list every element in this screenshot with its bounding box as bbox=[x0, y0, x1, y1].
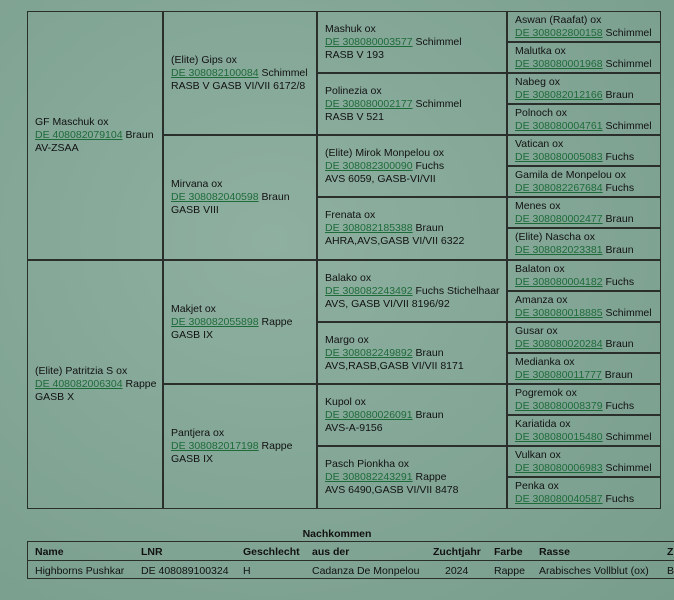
horse-color: Braun bbox=[605, 337, 634, 350]
horse-name: Malutka ox bbox=[515, 44, 566, 57]
horse-name: Kupol ox bbox=[325, 395, 366, 408]
horse-registry: AVS 6059, GASB-VI/VII bbox=[325, 172, 436, 185]
col-header-name: Name bbox=[35, 546, 64, 558]
lnr-link[interactable]: DE 308082185388 bbox=[325, 222, 413, 234]
cell-lnr: DE 408089100324 bbox=[141, 565, 229, 577]
horse-name: Vulkan ox bbox=[515, 448, 561, 461]
horse-name: Nabeg ox bbox=[515, 75, 560, 88]
lnr-link[interactable]: DE 308082040598 bbox=[171, 191, 259, 203]
pedigree-cell bbox=[507, 197, 661, 228]
lnr-link[interactable]: DE 408082006304 bbox=[35, 378, 123, 390]
horse-name: (Elite) Gips ox bbox=[171, 53, 237, 66]
horse-name: (Elite) Patritzia S ox bbox=[35, 365, 128, 377]
pedigree-cell bbox=[317, 260, 507, 322]
pedigree-cell bbox=[317, 135, 507, 197]
lnr-link[interactable]: DE 308082100084 bbox=[171, 66, 259, 79]
pedigree-cell bbox=[507, 415, 661, 446]
horse-name: Polinezia ox bbox=[325, 84, 382, 97]
horse-color: Fuchs bbox=[605, 399, 635, 412]
pedigree-cell bbox=[507, 353, 661, 384]
horse-name: Aswan (Raafat) ox bbox=[515, 13, 602, 26]
horse-name: Gamila de Monpelou ox bbox=[515, 168, 626, 181]
pedigree-cell bbox=[163, 384, 317, 509]
pedigree-cell bbox=[507, 322, 661, 353]
col-header-geschlecht: Geschlecht bbox=[243, 546, 300, 558]
horse-name: (Elite) Mirok Monpelou ox bbox=[325, 146, 445, 159]
pedigree-cell bbox=[507, 446, 661, 477]
pedigree-cell bbox=[507, 260, 661, 291]
lnr-link[interactable]: DE 308080002477 bbox=[515, 212, 603, 225]
lnr-link[interactable]: DE 308080040587 bbox=[515, 493, 603, 505]
horse-color: Braun bbox=[605, 212, 634, 225]
table-divider bbox=[28, 560, 674, 561]
pedigree-cell bbox=[507, 384, 661, 415]
lnr-link[interactable]: DE 308080004182 bbox=[515, 275, 603, 288]
pedigree-cell bbox=[507, 104, 661, 135]
pedigree-cell bbox=[507, 42, 661, 73]
horse-registry: RASB V 521 bbox=[325, 110, 384, 123]
horse-name: Menes ox bbox=[515, 199, 561, 212]
lnr-link[interactable]: DE 308082243291 bbox=[325, 471, 413, 483]
horse-color: Braun bbox=[605, 244, 634, 256]
horse-color: Fuchs Stichelhaar bbox=[415, 284, 500, 297]
lnr-link[interactable]: DE 308082267684 bbox=[515, 181, 603, 194]
horse-color: Braun bbox=[415, 222, 444, 234]
cell-truncated: B bbox=[667, 565, 674, 577]
horse-name: Penka ox bbox=[515, 480, 559, 492]
lnr-link[interactable]: DE 308080008379 bbox=[515, 399, 603, 412]
horse-color: Schimmel bbox=[605, 119, 652, 132]
horse-registry: AVS-A-9156 bbox=[325, 421, 383, 434]
lnr-link[interactable]: DE 308080020284 bbox=[515, 337, 603, 350]
col-header-zuchtjahr: Zuchtjahr bbox=[433, 546, 481, 558]
col-header-lnr: LNR bbox=[141, 546, 163, 558]
cell-rasse: Arabisches Vollblut (ox) bbox=[539, 565, 649, 577]
horse-color: Braun bbox=[415, 346, 444, 359]
horse-name: Margo ox bbox=[325, 333, 369, 346]
horse-registry: AVS 6490,GASB VI/VII 8478 bbox=[325, 484, 459, 496]
lnr-link[interactable]: DE 308080001968 bbox=[515, 57, 603, 70]
col-header-aus-der: aus der bbox=[312, 546, 350, 558]
horse-name: Pogremok ox bbox=[515, 386, 577, 399]
nachkommen-table bbox=[27, 541, 674, 579]
lnr-link[interactable]: DE 408082079104 bbox=[35, 129, 123, 141]
cell-geschlecht: H bbox=[243, 565, 251, 577]
pedigree-cell bbox=[507, 477, 661, 509]
horse-name: Pasch Pionkha ox bbox=[325, 458, 410, 470]
horse-name: Makjet ox bbox=[171, 302, 216, 315]
horse-color: Braun bbox=[415, 408, 444, 421]
horse-name: Mirvana ox bbox=[171, 178, 223, 190]
pedigree-cell bbox=[317, 197, 507, 260]
pedigree-cell bbox=[507, 135, 661, 166]
horse-name: Frenata ox bbox=[325, 209, 376, 221]
horse-color: Fuchs bbox=[415, 159, 445, 172]
horse-registry: RASB V 193 bbox=[325, 48, 384, 61]
horse-color: Fuchs bbox=[605, 493, 635, 505]
horse-color: Rappe bbox=[415, 471, 447, 483]
pedigree-cell bbox=[507, 11, 661, 42]
horse-color: Schimmel bbox=[415, 97, 462, 110]
horse-name: (Elite) Nascha ox bbox=[515, 231, 595, 243]
col-header-farbe: Farbe bbox=[494, 546, 523, 558]
pedigree-cell bbox=[507, 228, 661, 260]
pedigree-cell bbox=[507, 166, 661, 197]
horse-color: Schimmel bbox=[605, 57, 652, 70]
horse-color: Fuchs bbox=[605, 181, 635, 194]
cell-name[interactable]: Highborns Pushkar bbox=[35, 565, 125, 577]
horse-name: Balako ox bbox=[325, 271, 372, 284]
horse-color: Schimmel bbox=[261, 66, 308, 79]
horse-color: Schimmel bbox=[415, 35, 462, 48]
pedigree-cell bbox=[27, 260, 163, 509]
pedigree-cell bbox=[317, 446, 507, 509]
horse-color: Rappe bbox=[261, 315, 293, 328]
horse-name: Balaton ox bbox=[515, 262, 565, 275]
horse-color: Schimmel bbox=[605, 430, 652, 443]
horse-color: Schimmel bbox=[605, 306, 652, 319]
pedigree-cell bbox=[163, 11, 317, 135]
lnr-link[interactable]: DE 308082012166 bbox=[515, 88, 603, 101]
horse-color: Braun bbox=[125, 129, 154, 141]
horse-registry: AVS, GASB VI/VII 8196/92 bbox=[325, 297, 450, 310]
pedigree-cell bbox=[317, 73, 507, 135]
horse-color: Schimmel bbox=[605, 26, 652, 39]
horse-registry: AVS,RASB,GASB VI/VII 8171 bbox=[325, 359, 464, 372]
pedigree-cell bbox=[163, 260, 317, 384]
col-header-truncated: Z bbox=[667, 546, 674, 558]
lnr-link[interactable]: DE 308082300090 bbox=[325, 159, 413, 172]
cell-farbe: Rappe bbox=[494, 565, 525, 577]
horse-color: Fuchs bbox=[605, 150, 635, 163]
horse-color: Braun bbox=[604, 368, 633, 381]
horse-registry: RASB V GASB VI/VII 6172/8 bbox=[171, 79, 306, 92]
horse-name: Kariatida ox bbox=[515, 417, 571, 430]
pedigree-cell bbox=[507, 73, 661, 104]
horse-registry: GASB IX bbox=[171, 328, 214, 341]
lnr-link[interactable]: DE 308080015480 bbox=[515, 430, 603, 443]
horse-color: Rappe bbox=[125, 378, 157, 390]
horse-registry: AHRA,AVS,GASB VI/VII 6322 bbox=[325, 235, 465, 247]
cell-zuchtjahr: 2024 bbox=[445, 565, 469, 577]
pedigree-table bbox=[27, 11, 661, 509]
lnr-link[interactable]: DE 308080011777 bbox=[515, 368, 602, 381]
horse-color: Schimmel bbox=[605, 461, 652, 474]
horse-registry: GASB IX bbox=[171, 453, 214, 465]
pedigree-cell bbox=[317, 11, 507, 73]
horse-registry: GASB X bbox=[35, 391, 75, 403]
horse-registry: GASB VIII bbox=[171, 204, 219, 216]
pedigree-cell bbox=[317, 384, 507, 446]
col-header-rasse: Rasse bbox=[539, 546, 570, 558]
lnr-link[interactable]: DE 308082023381 bbox=[515, 244, 603, 256]
pedigree-cell bbox=[507, 291, 661, 322]
horse-name: Medianka ox bbox=[515, 355, 575, 368]
lnr-link[interactable]: DE 308080002177 bbox=[325, 97, 413, 110]
lnr-link[interactable]: DE 308080006983 bbox=[515, 461, 603, 474]
horse-color: Braun bbox=[605, 88, 634, 101]
lnr-link[interactable]: DE 308082055898 bbox=[171, 315, 259, 328]
horse-name: Gusar ox bbox=[515, 324, 558, 337]
lnr-link[interactable]: DE 308080026091 bbox=[325, 408, 413, 421]
nachkommen-title: Nachkommen bbox=[302, 528, 372, 540]
pedigree-cell bbox=[317, 322, 507, 384]
horse-registry: AV-ZSAA bbox=[35, 142, 79, 154]
horse-name: Amanza ox bbox=[515, 293, 568, 306]
horse-name: Mashuk ox bbox=[325, 22, 376, 35]
pedigree-cell bbox=[163, 135, 317, 260]
lnr-link[interactable]: DE 308082243492 bbox=[325, 284, 413, 297]
horse-name: Polnoch ox bbox=[515, 106, 567, 119]
horse-name: Pantjera ox bbox=[171, 427, 225, 439]
horse-name: GF Maschuk ox bbox=[35, 116, 109, 128]
horse-name: Vatican ox bbox=[515, 137, 564, 150]
lnr-link[interactable]: DE 308082800158 bbox=[515, 26, 603, 39]
lnr-link[interactable]: DE 308082249892 bbox=[325, 346, 413, 359]
lnr-link[interactable]: DE 308080003577 bbox=[325, 35, 413, 48]
horse-color: Rappe bbox=[261, 440, 293, 452]
lnr-link[interactable]: DE 308080004761 bbox=[515, 119, 603, 132]
lnr-link[interactable]: DE 308082017198 bbox=[171, 440, 259, 452]
lnr-link[interactable]: DE 308080005083 bbox=[515, 150, 603, 163]
lnr-link[interactable]: DE 308080018885 bbox=[515, 306, 603, 319]
horse-color: Fuchs bbox=[605, 275, 635, 288]
cell-aus-der: Cadanza De Monpelou bbox=[312, 565, 420, 577]
horse-color: Braun bbox=[261, 191, 290, 203]
pedigree-cell bbox=[27, 11, 163, 260]
